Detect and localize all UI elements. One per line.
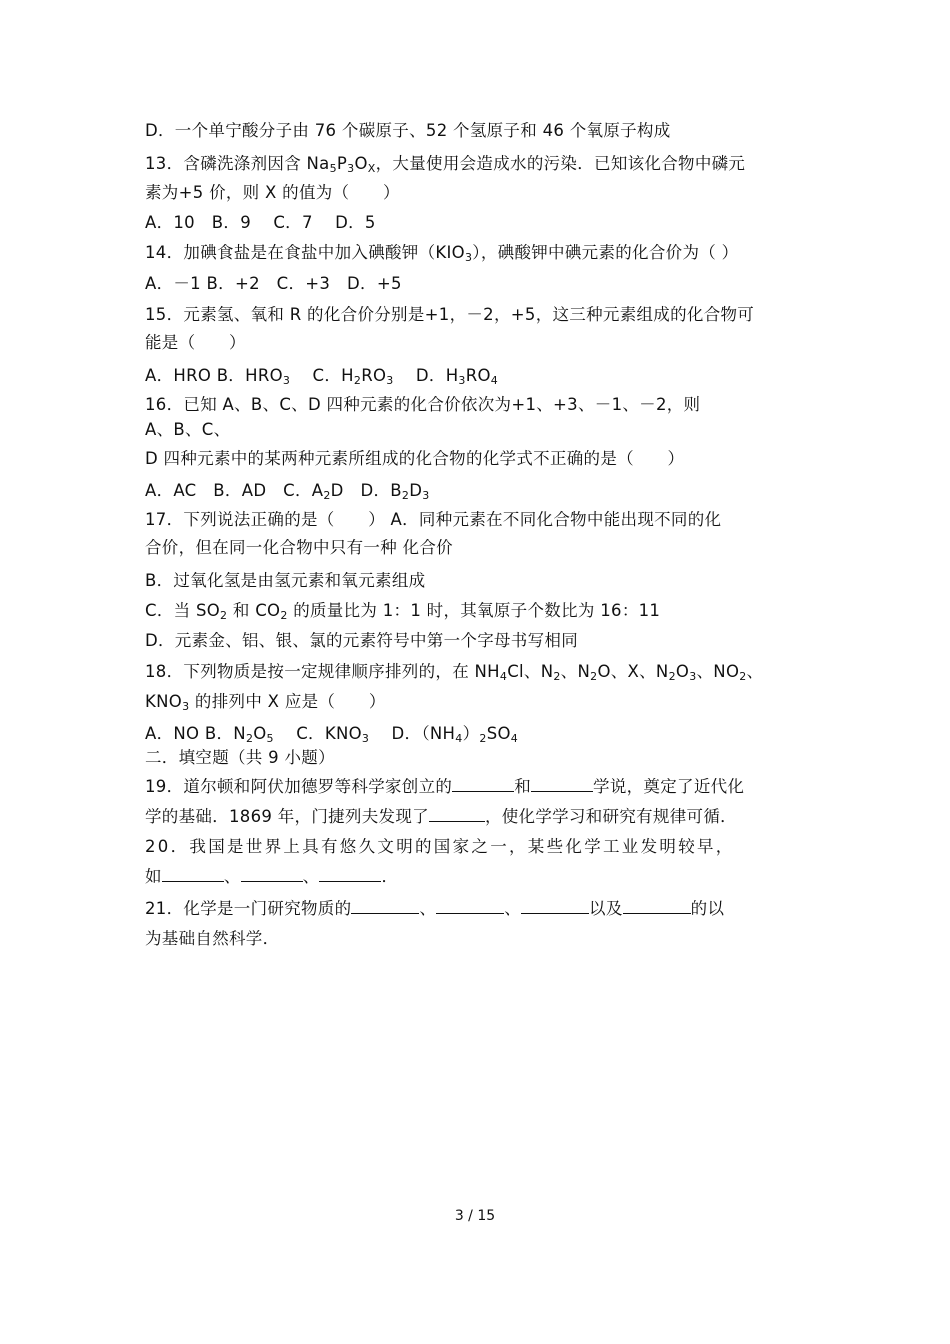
text: 、N	[560, 662, 591, 681]
subscript: 3	[422, 489, 430, 502]
answer-blank	[531, 777, 593, 792]
answer-blank	[452, 777, 514, 792]
question-16-line-1	[145, 394, 700, 416]
subscript: 3	[182, 700, 190, 713]
subscript: 3	[282, 374, 291, 387]
question-18-line-1	[145, 661, 763, 683]
text: C．当 SO	[145, 601, 221, 620]
text: 如	[145, 867, 162, 886]
subscript: 2	[353, 374, 362, 387]
subscript: 4	[510, 732, 519, 745]
subscript: 4	[499, 670, 508, 683]
question-16-options	[145, 480, 430, 502]
subscript: 2	[401, 489, 410, 502]
text: O	[253, 724, 267, 743]
text: 的质量比为 1：1 时，其氧原子个数比为 16：11	[287, 601, 661, 620]
question-17-line-1	[145, 509, 721, 531]
answer-blank	[429, 807, 485, 822]
subscript: 2	[220, 609, 228, 622]
subscript: 3	[458, 374, 466, 387]
text: 和 CO	[227, 601, 281, 620]
question-15-line-1	[145, 304, 754, 326]
subscript: 3	[347, 162, 355, 175]
answer-blank	[521, 899, 589, 914]
text: D．一个单宁酸分子由 76 个碳原子、52 个氢原子和 46 个氧原子构成	[145, 121, 671, 140]
text: A．HRO B．HRO	[145, 366, 283, 385]
subscript: 2	[323, 489, 331, 502]
text: 和	[514, 777, 532, 796]
text: 素为+5 价，则 X 的值为（ ）	[145, 183, 400, 202]
text: 、NO	[696, 662, 740, 681]
subscript: 5	[266, 732, 274, 745]
text: Cl、N	[507, 662, 554, 681]
subscript: 2	[245, 732, 254, 745]
text: KNO	[145, 692, 183, 711]
text: ，使化学学习和研究有规律可循．	[484, 807, 737, 826]
text: A、B、C、	[145, 420, 231, 439]
subscript: 2	[280, 609, 288, 622]
question-15-line-2	[145, 332, 246, 354]
text: 为基础自然科学．	[145, 929, 280, 948]
text: C．KNO	[273, 724, 362, 743]
text: ，大量使用会造成水的污染．已知该化合物中磷元	[375, 154, 746, 173]
text: 、	[302, 867, 320, 886]
subscript: 3	[464, 251, 473, 264]
text: 14．加碘食盐是在食盐中加入碘酸钾（KIO	[145, 243, 465, 262]
subscript: 5	[329, 162, 337, 175]
text: D 四种元素中的某两种元素所组成的化合物的化学式不正确的是（ ）	[145, 449, 685, 468]
answer-blank	[162, 867, 224, 882]
question-13-line-1	[145, 153, 745, 175]
text: C．H	[290, 366, 354, 385]
text: 、	[419, 899, 437, 918]
question-18-options	[145, 723, 518, 745]
text: D．（NH	[369, 724, 456, 743]
text: 以及	[589, 899, 623, 918]
text: A．NO B．N	[145, 724, 246, 743]
question-19-line-1	[145, 776, 744, 798]
text: 21．化学是一门研究物质的	[145, 899, 352, 918]
text: 15．元素氢、氧和 R 的化合价分别是+1，－2，+5，这三种元素组成的化合物可	[145, 305, 755, 324]
subscript: 2	[739, 670, 747, 683]
text: 、	[223, 867, 241, 886]
question-21-line-1	[145, 898, 724, 920]
text: RO	[361, 366, 387, 385]
text: 的排列中 X 应是（ ）	[189, 692, 386, 711]
text: O	[675, 662, 690, 681]
question-17-option-d	[145, 630, 578, 652]
question-19-line-2	[145, 806, 737, 828]
question-18-line-2	[145, 691, 386, 713]
question-13-line-2	[145, 182, 400, 204]
text: 19．道尔顿和阿伏加德罗等科学家创立的	[145, 777, 453, 796]
question-16-line-2	[145, 419, 230, 441]
text: ）	[462, 724, 480, 743]
answer-blank	[241, 867, 303, 882]
question-21-line-2	[145, 928, 279, 950]
answer-blank	[351, 899, 419, 914]
text: 17．下列说法正确的是（ ） A．同种元素在不同化合物中能出现不同的化	[145, 510, 722, 529]
text: A．AC B．AD C．A	[145, 481, 324, 500]
question-17-option-c	[145, 600, 660, 622]
text: D．H	[393, 366, 459, 385]
text: 、	[746, 662, 764, 681]
text: O	[354, 154, 368, 173]
question-16-line-3	[145, 448, 684, 470]
text: A．10 B．9 C．7 D．5	[145, 213, 376, 232]
answer-blank	[319, 867, 381, 882]
subscript: 3	[361, 732, 370, 745]
section-heading	[145, 747, 335, 769]
subscript: 2	[668, 670, 676, 683]
page-number: 3 / 15	[454, 1208, 496, 1224]
subscript: 2	[590, 670, 598, 683]
text: RO	[465, 366, 491, 385]
question-17-line-2	[145, 537, 453, 559]
text: B．过氧化氢是由氢元素和氧元素组成	[145, 571, 426, 590]
text: 18．下列物质是按一定规律顺序排列的，在 NH	[145, 662, 500, 681]
subscript: 3	[689, 670, 697, 683]
text: 能是（ ）	[145, 333, 246, 352]
text: 二．填空题（共 9 小题）	[145, 748, 335, 767]
question-15-options	[145, 365, 498, 387]
subscript: 4	[490, 374, 499, 387]
text: 学的基础．1869 年，门捷列夫发现了	[145, 807, 429, 826]
text: D．元素金、铝、银、氯的元素符号中第一个字母书写相同	[145, 631, 579, 650]
subscript: 3	[386, 374, 394, 387]
text: 13．含磷洗涤剂因含 Na	[145, 154, 330, 173]
text: ），碘酸钾中碘元素的化合价为（ ）	[472, 243, 739, 262]
text: P	[336, 154, 348, 173]
subscript: X	[367, 162, 376, 175]
text: 20．我国是世界上具有悠久文明的国家之一，某些化学工业发明较早，	[145, 837, 735, 856]
option-d-q12	[145, 120, 671, 142]
subscript: 4	[455, 732, 463, 745]
text: SO	[486, 724, 511, 743]
text: O、X、N	[597, 662, 669, 681]
text: A．－1 B．+2 C．+3 D．+5	[145, 274, 402, 293]
subscript: 2	[479, 732, 487, 745]
text: ．	[381, 867, 399, 886]
subscript: 2	[553, 670, 561, 683]
question-20-line-1	[145, 836, 735, 858]
question-14-line-1	[145, 242, 738, 264]
question-14-options	[145, 273, 402, 295]
text: D	[409, 481, 423, 500]
text: 、	[504, 899, 522, 918]
question-20-line-2	[145, 866, 398, 888]
text: 的以	[690, 899, 725, 918]
text: 16．已知 A、B、C、D 四种元素的化合价依次为+1、+3、－1、－2，则	[145, 395, 701, 414]
text: D D．B	[330, 481, 402, 500]
question-13-options	[145, 212, 376, 234]
text: 合价，但在同一化合物中只有一种 化合价	[145, 538, 453, 557]
answer-blank	[623, 899, 691, 914]
answer-blank	[436, 899, 504, 914]
question-17-option-b	[145, 570, 425, 592]
text: 学说，奠定了近代化	[593, 777, 745, 796]
